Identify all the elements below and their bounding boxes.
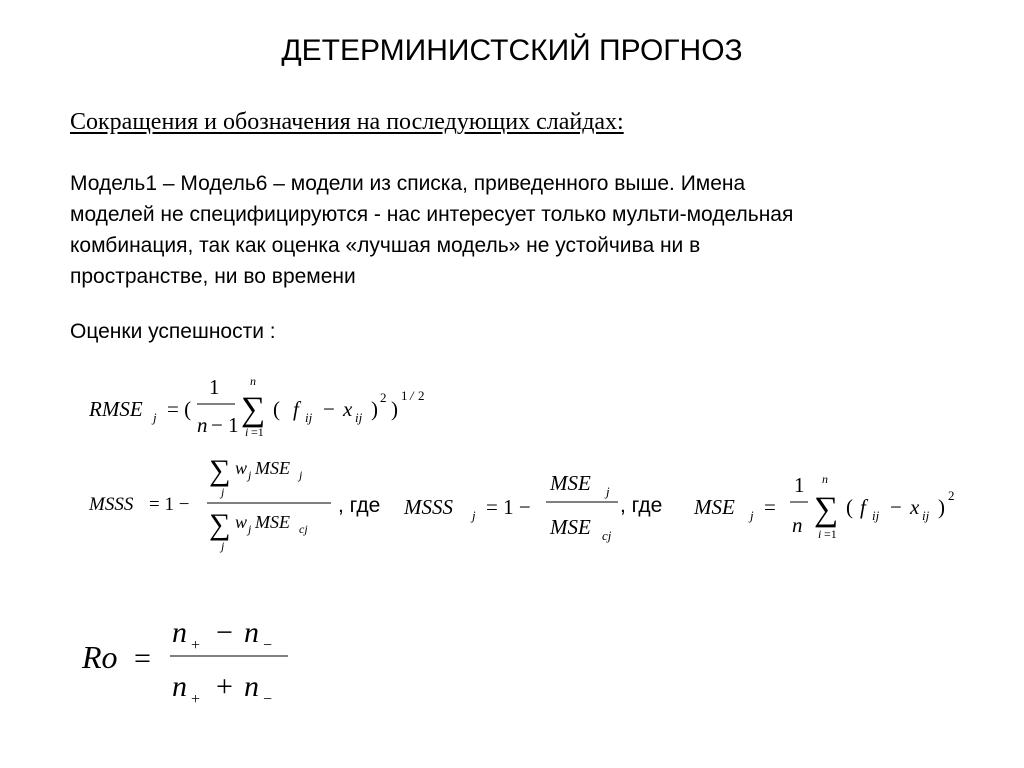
svg-text:n: n: [244, 616, 259, 649]
sum-symbol: ∑: [209, 508, 231, 541]
svg-text:= (: = (: [167, 397, 192, 421]
svg-text:+: +: [191, 637, 201, 654]
svg-text:): ): [938, 495, 945, 519]
paragraph-line: комбинация, так как оценка «лучшая модель» не устойчива ни в: [70, 234, 701, 257]
where-label: , где: [338, 494, 381, 517]
svg-text:ij: ij: [305, 410, 313, 425]
svg-text:=1: =1: [824, 527, 837, 541]
svg-text:n: n: [792, 513, 803, 537]
svg-text:(: (: [273, 397, 280, 421]
svg-text:−: −: [216, 616, 233, 649]
svg-text:j: j: [221, 485, 225, 499]
rmse-formula: [85, 372, 465, 444]
svg-text:j: j: [248, 468, 252, 482]
ro-formula: [78, 610, 308, 710]
svg-text:j: j: [750, 508, 754, 523]
svg-text:1: 1: [401, 388, 408, 403]
msss-formula: [85, 448, 345, 566]
paragraph-line: пространстве, ни во времени: [70, 265, 356, 288]
svg-text:cj: cj: [299, 522, 308, 536]
svg-text:x: x: [910, 495, 920, 519]
svg-text:= 1 −: = 1 −: [149, 494, 190, 515]
svg-text:n: n: [172, 670, 187, 703]
svg-text:MSE: MSE: [255, 512, 290, 532]
paragraph-line: моделей не специфицируются - нас интересует только мульти-модельная: [70, 203, 794, 226]
svg-text:n: n: [250, 374, 256, 388]
svg-text:−: −: [890, 495, 902, 519]
svg-text:1: 1: [794, 473, 805, 497]
svg-text:MSSS: MSSS: [89, 494, 134, 515]
sum-symbol: ∑: [814, 491, 839, 528]
svg-text:x: x: [343, 397, 353, 421]
svg-text:ij: ij: [355, 410, 363, 425]
svg-text:(: (: [846, 495, 853, 519]
svg-text:/: /: [410, 388, 414, 403]
svg-text:ij: ij: [922, 508, 930, 523]
svg-text:MSE: MSE: [255, 458, 290, 478]
svg-text:=: =: [764, 495, 776, 519]
svg-text:n: n: [197, 413, 208, 437]
svg-text:−: −: [263, 637, 273, 654]
svg-text:f: f: [293, 397, 299, 421]
svg-text:− 1: − 1: [211, 413, 239, 437]
svg-text:2: 2: [418, 388, 425, 403]
svg-text:=1: =1: [251, 425, 264, 439]
svg-text:Ro: Ro: [82, 639, 118, 675]
subtitle: Сокращения и обозначения на последующих слайдах:: [70, 109, 624, 135]
svg-text:): ): [371, 397, 378, 421]
svg-text:+: +: [216, 670, 233, 703]
paragraph-line: Модель1 – Модель6 – модели из списка, приведенного выше. Имена: [70, 172, 746, 195]
rmse-lhs: RMSE: [89, 397, 143, 421]
svg-text:= 1 −: = 1 −: [486, 495, 531, 519]
svg-text:j: j: [472, 508, 476, 523]
svg-text:i: i: [245, 425, 249, 439]
slide-title: ДЕТЕРМИНИСТСКИЙ ПРОГНОЗ: [281, 34, 743, 67]
svg-text:MSE: MSE: [694, 495, 735, 519]
msss-j-formula: [400, 466, 630, 550]
description-paragraph: [70, 168, 970, 292]
svg-text:ij: ij: [872, 508, 880, 523]
svg-text:j: j: [299, 468, 303, 482]
svg-text:j: j: [248, 522, 252, 536]
svg-text:2: 2: [948, 488, 955, 503]
svg-text:n: n: [822, 472, 828, 486]
svg-text:1: 1: [209, 375, 220, 399]
mse-j-formula: [690, 466, 970, 550]
svg-text:MSE: MSE: [550, 471, 591, 495]
svg-text:2: 2: [380, 390, 387, 405]
where-label: , где: [620, 494, 663, 517]
svg-text:j: j: [606, 484, 610, 499]
svg-text:j: j: [153, 410, 157, 425]
svg-text:f: f: [860, 495, 866, 519]
sum-symbol: ∑: [209, 454, 231, 487]
svg-text:): ): [391, 397, 398, 421]
svg-text:cj: cj: [602, 528, 612, 543]
svg-text:=: =: [134, 642, 151, 675]
svg-text:n: n: [244, 670, 259, 703]
svg-text:MSSS: MSSS: [404, 495, 453, 519]
scores-label: Оценки успешности :: [70, 320, 276, 343]
svg-text:w: w: [235, 458, 248, 478]
svg-text:−: −: [263, 691, 273, 708]
svg-text:w: w: [235, 512, 248, 532]
svg-text:j: j: [221, 539, 225, 553]
svg-text:−: −: [323, 397, 335, 421]
sum-symbol: ∑: [241, 391, 266, 428]
svg-text:i: i: [818, 527, 822, 541]
svg-text:+: +: [191, 691, 201, 708]
svg-text:n: n: [172, 616, 187, 649]
svg-text:MSE: MSE: [550, 515, 591, 539]
